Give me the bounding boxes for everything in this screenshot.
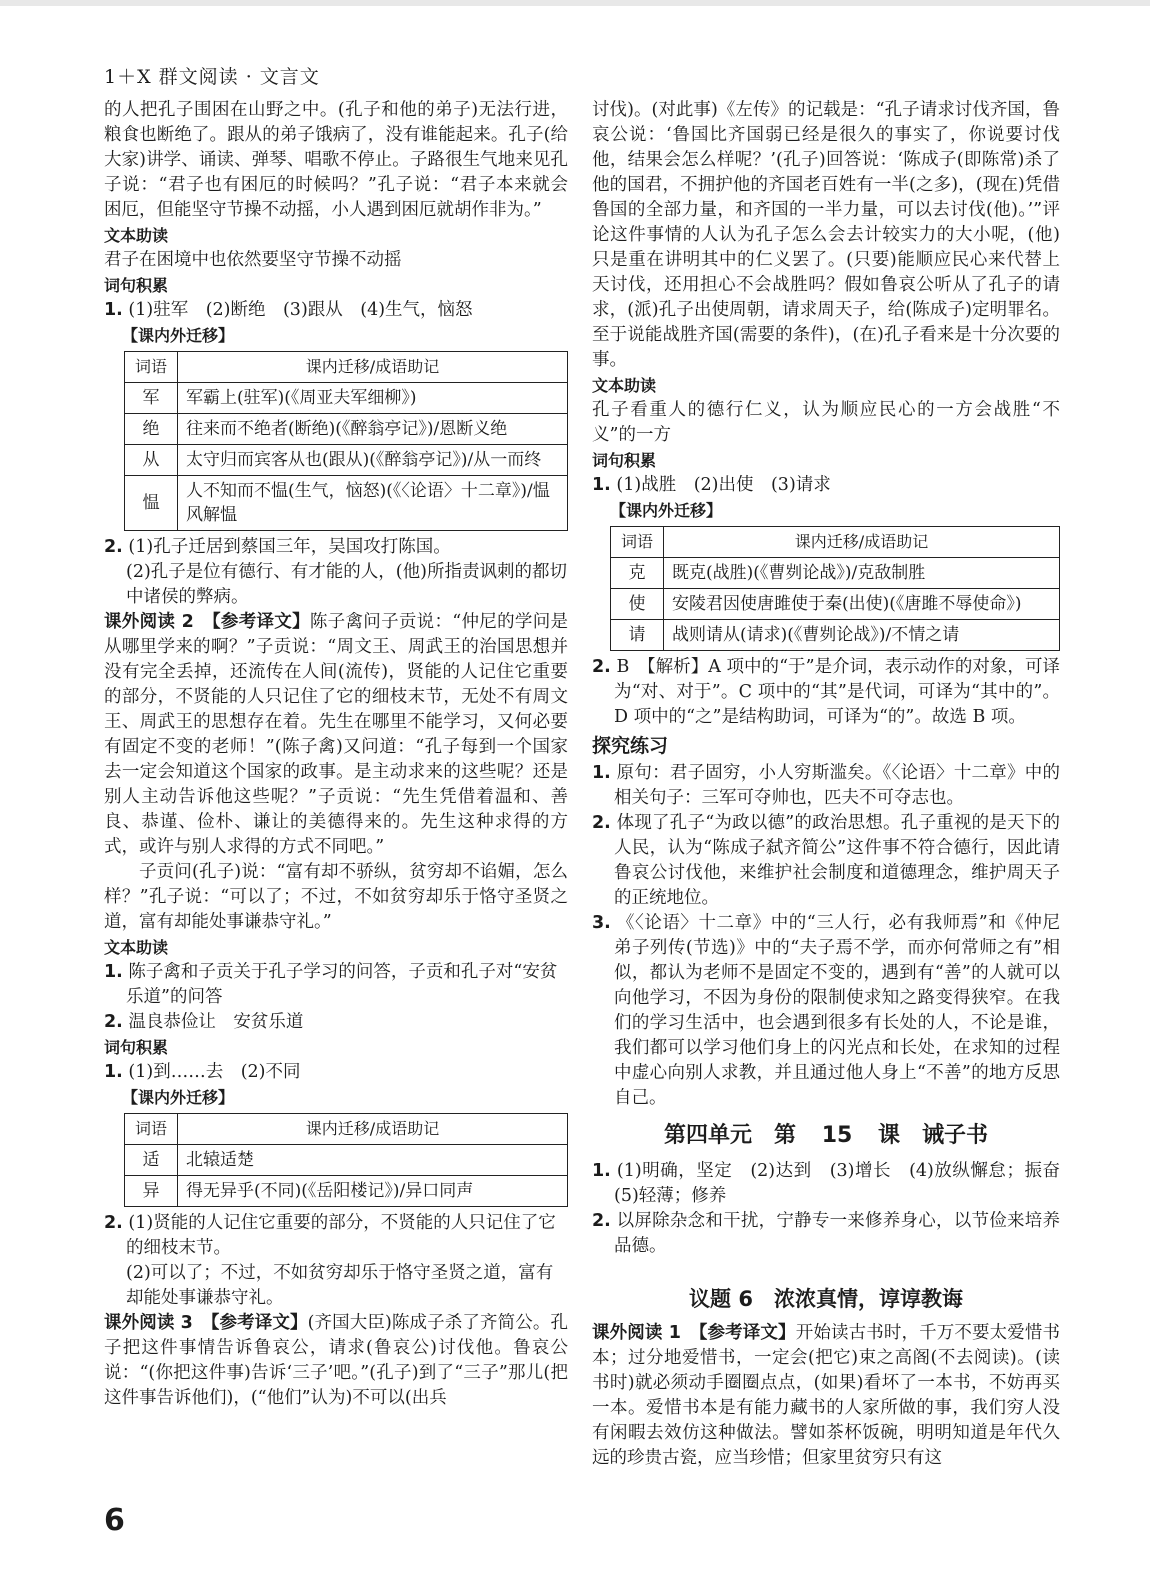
- list-item: 1. (1)驻军 (2)断绝 (3)跟从 (4)生气，恼怒: [104, 300, 473, 320]
- section-heading-ciju: 词句积累: [592, 451, 657, 470]
- section-heading-tanjiu: 探究练习: [592, 735, 669, 757]
- section-heading-wenben-1: 文本助读: [104, 226, 169, 245]
- right-column: [592, 98, 1078, 1471]
- migration-table-3: [610, 526, 1060, 651]
- right-paragraph-1: 讨伐)。(对此事)《左传》的记载是：“孔子请求讨伐齐国，鲁哀公说：‘鲁国比齐国弱已经是很久的事实了，你说要讨伐他，结果会怎么样呢？’(孔子)回答说：‘陈成子(即陈常)杀了他的国君，不拥护他的齐国老百姓有一半(之多)，(现在)凭借鲁国的全部力量，和齐国的一半力量，可以去讨伐(他)。’”评论这件事情的人认为孔子怎么会去计较实力的大小呢，(他)只是重在讲明其中的仁义罢了。(只要)能顺应民心来代替上天讨伐，还用担心不会战胜吗？假如鲁哀公听从了孔子的请求，(派)孔子出使周朝，请求周天子，给(陈成子)定明罪名。至于说能战胜齐国(需要的条件)，(在)孔子看来是十分次要的事。: [592, 100, 1060, 370]
- table-row: 使 安陵君因使唐雎使于秦(出使)(《唐雎不辱使命》): [611, 589, 1060, 620]
- reading-1: 课外阅读 1 【参考译文】开始读古书时，千万不要太爱惜书本；过分地爱惜书，一定会(把它)束之高阁(不去阅读)。(读书时)就必须动手圈圈点点，(如果)看坏了一本书，不妨再买一本。爱惜书本是有能力藏书的人家所做的事，我们穷人没有闲暇去效仿这种做法。譬如茶杯饭碗，明明知道是年代久远的珍贵古瓷，应当珍惜；但家里贫穷只有这: [592, 1323, 1061, 1468]
- topic-title: 议题 6 浓浓真情，谆谆教诲: [689, 1287, 963, 1311]
- lesson-title: 第四单元 第 15 课 诫子书: [664, 1123, 988, 1148]
- top-edge: [0, 0, 1150, 6]
- reading-2-continued: 子贡问(孔子)说：“富有却不骄纵，贫穷却不谄媚，怎么样？”孔子说：“可以了；不过，不如贫穷却乐于恪守圣贤之道，富有却能处事谦恭守礼。”: [104, 862, 568, 932]
- section-heading-wenben-2: 文本助读: [104, 938, 169, 957]
- migration-tag: 【课内外迁移】: [122, 1088, 235, 1107]
- list-item: 1. (1)到……去 (2)不同: [104, 1062, 301, 1082]
- section-heading-wenben: 文本助读: [592, 376, 657, 395]
- list-item: 2. 以屏除杂念和干扰，宁静专一来修养身心，以节俭来培养品德。: [592, 1211, 1060, 1256]
- table-row: 绝 往来而不绝者(断绝)(《醉翁亭记》)/恩断义绝: [125, 414, 568, 445]
- list-item: 1. 陈子禽和子贡关于孔子学习的问答，子贡和孔子对“安贫乐道”的问答: [104, 962, 558, 1007]
- list-item: 1. 原句：君子固穷，小人穷斯滥矣。《〈论语〉十二章》中的相关句子：三军可夺帅也，匹夫不可夺志也。: [592, 763, 1060, 808]
- table-header-row: 词语 课内迁移/成语助记: [125, 352, 568, 383]
- migration-table-2: [124, 1113, 568, 1207]
- table-row: 克 既克(战胜)(《曹刿论战》)/克敌制胜: [611, 558, 1060, 589]
- list-subitem: (2)孔子是位有德行、有才能的人，(他)所指责讽刺的都切中诸侯的弊病。: [126, 562, 567, 607]
- section-heading-ciju-1: 词句积累: [104, 276, 169, 295]
- migration-tag: 【课内外迁移】: [610, 501, 723, 520]
- list-item: 3. 《〈论语〉十二章》中的“三人行，必有我师焉”和《仲尼弟子列传(节选)》中的“夫子焉不学，而亦何常师之有”相似，都认为老师不是固定不变的，遇到有“善”的人就可以向他学习，不因为身份的限制使求知之路变得狭窄。在我们的学习生活中，也会遇到很多有长处的人，不论是谁，我们都可以学习他们身上的闪光点和长处，在求知的过程中虚心向别人求教，并且通过他人身上“不善”的地方反思自己。: [592, 913, 1060, 1108]
- list-item: 2. 体现了孔子“为政以德”的政治思想。孔子重视的是天下的人民，认为“陈成子弑齐简公”这件事不符合德行，因此请鲁哀公讨伐他，来维护社会制度和道德理念，维护周天子的正统地位。: [592, 813, 1060, 908]
- wenben-text: 孔子看重人的德行仁义，认为顺应民心的一方会战胜“不义”的一方: [592, 400, 1060, 445]
- table-header-row: 词语 课内迁移/成语助记: [611, 527, 1060, 558]
- table-row: 请 战则请从(请求)(《曹刿论战》)/不情之请: [611, 620, 1060, 651]
- list-subitem: (2)可以了；不过，不如贫穷却乐于恪守圣贤之道，富有却能处事谦恭守礼。: [126, 1263, 554, 1308]
- list-item: 2. (1)贤能的人记住它重要的部分，不贤能的人只记住了它的细枝末节。: [104, 1213, 556, 1258]
- section-heading-ciju-2: 词句积累: [104, 1038, 169, 1057]
- wenben-1-text: 君子在困境中也依然要坚守节操不动摇: [104, 250, 402, 270]
- page-header: 1＋X 群文阅读 · 文言文: [104, 66, 320, 88]
- table-row: 异 得无异乎(不同)(《岳阳楼记》)/异口同声: [125, 1176, 568, 1207]
- table-row: 愠 人不知而不愠(生气，恼怒)(《〈论语〉十二章》)/愠风解愠: [125, 476, 568, 531]
- table-row: 适 北辕适楚: [125, 1145, 568, 1176]
- left-column: [104, 98, 568, 1411]
- table-header-row: 词语 课内迁移/成语助记: [125, 1114, 568, 1145]
- table-row: 军 军霸上(驻军)(《周亚夫军细柳》): [125, 383, 568, 414]
- migration-tag: 【课内外迁移】: [122, 326, 235, 345]
- list-item: 2. B 【解析】A 项中的“于”是介词，表示动作的对象，可译为“对、对于”。C 项中的“其”是代词，可译为“其中的”。D 项中的“之”是结构助词，可译为“的”。故选 B 项。: [592, 657, 1060, 727]
- list-item: 2. (1)孔子迁居到蔡国三年，吴国攻打陈国。: [104, 537, 451, 557]
- list-item: 2. 温良恭俭让 安贫乐道: [104, 1012, 304, 1032]
- page-number: 6: [104, 1503, 125, 1538]
- reading-2: 课外阅读 2 【参考译文】陈子禽问子贡说：“仲尼的学问是从哪里学来的啊？”子贡说：“周文王、周武王的治国思想并没有完全丢掉，还流传在人间(流传)，贤能的人记住它重要的部分，不贤能的人只记住了它的细枝末节，无处不有周文王、周武王的思想存在着。先生在哪里不能学习，又何必要有固定不变的老师！”(陈子禽)又问道：“孔子每到一个国家去一定会知道这个国家的政事。是主动求来的这些呢？还是别人主动告诉他这些呢？”子贡说：“先生凭借着温和、善良、恭谨、俭朴、谦让的美德得来的。先生这种求得的方式，或许与别人求得的方式不同吧。”: [104, 612, 568, 857]
- reading-3: 课外阅读 3 【参考译文】(齐国大臣)陈成子杀了齐简公。孔子把这件事情告诉鲁哀公，请求(鲁哀公)讨伐他。鲁哀公说：“(你把这件事)告诉‘三子’吧。”(孔子)到了“三子”那儿(把这件事告诉他们)，(“他们”认为)不可以(出兵: [104, 1313, 568, 1408]
- list-item: 1. (1)战胜 (2)出使 (3)请求: [592, 475, 831, 495]
- migration-table-1: [124, 351, 568, 531]
- list-item: 1. (1)明确，坚定 (2)达到 (3)增长 (4)放纵懈怠；振奋 (5)轻薄；修养: [592, 1161, 1078, 1206]
- left-paragraph-1: 的人把孔子围困在山野之中。(孔子和他的弟子)无法行进，粮食也断绝了。跟从的弟子饿病了，没有谁能起来。孔子(给大家)讲学、诵读、弹琴、唱歌不停止。子路很生气地来见孔子说：“君子也有困厄的时候吗？”孔子说：“君子本来就会困厄，但能坚守节操不动摇，小人遇到困厄就胡作非为。”: [104, 100, 568, 220]
- table-row: 从 太守归而宾客从也(跟从)(《醉翁亭记》)/从一而终: [125, 445, 568, 476]
